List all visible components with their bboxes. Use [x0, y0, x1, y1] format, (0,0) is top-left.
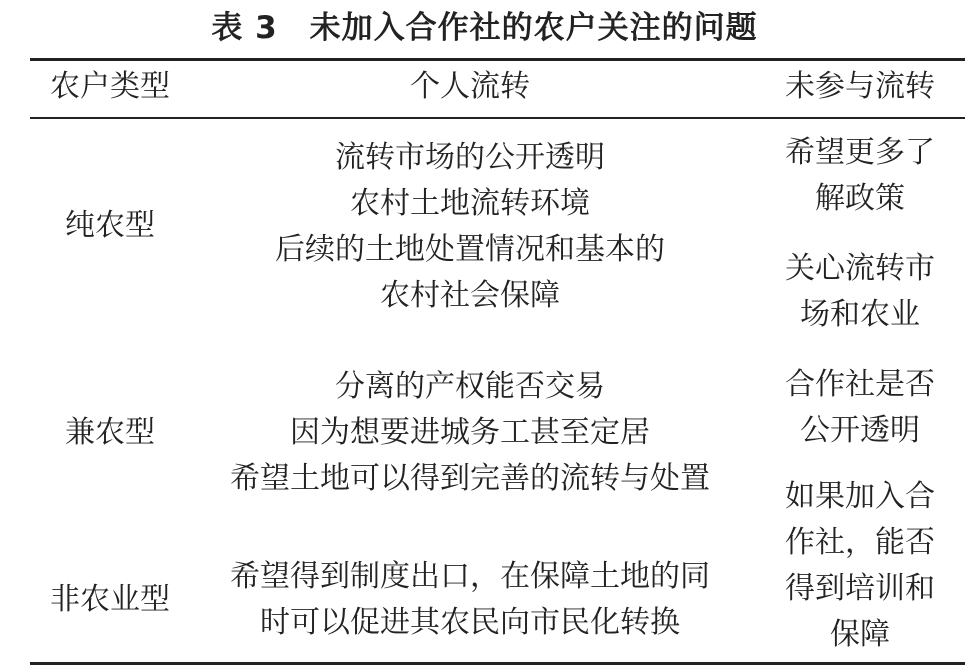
item-line: 作社，能否	[785, 525, 935, 560]
item-line: 保障	[830, 617, 890, 652]
header-rule	[30, 117, 965, 119]
individual-concerns-part-time	[190, 364, 750, 502]
item-line: 公开透明	[800, 413, 920, 448]
not-participating-item-2	[755, 246, 965, 338]
individual-concerns-pure	[190, 135, 750, 319]
header-farmer-type: 农户类型	[50, 69, 170, 104]
concern-line: 流转市场的公开透明	[335, 140, 605, 175]
concern-line: 希望土地可以得到完善的流转与处置	[230, 461, 710, 496]
header-not-participating: 未参与流转	[785, 69, 935, 104]
concern-line: 因为想要进城务工甚至定居	[290, 415, 650, 450]
concern-line: 时可以促进其农民向市民化转换	[260, 605, 680, 640]
header-individual-transfer: 个人流转	[410, 69, 530, 104]
not-participating-item-1	[755, 130, 965, 222]
concern-line: 农村土地流转环境	[350, 186, 590, 221]
item-line: 关心流转市	[785, 251, 935, 286]
table-title: 表 3 未加入合作社的农户关注的问题	[211, 10, 758, 46]
concern-line: 后续的土地处置情况和基本的	[275, 232, 665, 267]
item-line: 得到培训和	[785, 571, 935, 606]
not-participating-item-4	[755, 474, 965, 658]
concern-line: 希望得到制度出口，在保障土地的同	[230, 559, 710, 594]
farmer-type-part-time: 兼农型	[65, 415, 155, 450]
concern-line: 分离的产权能否交易	[335, 369, 605, 404]
item-line: 场和农业	[800, 297, 920, 332]
farmer-type-pure: 纯农型	[65, 208, 155, 243]
item-line: 合作社是否	[785, 367, 935, 402]
item-line: 解政策	[815, 181, 905, 216]
bottom-rule	[30, 662, 965, 665]
individual-concerns-non-agri	[190, 554, 750, 646]
top-rule	[30, 58, 965, 61]
concern-line: 农村社会保障	[380, 278, 560, 313]
item-line: 如果加入合	[785, 479, 935, 514]
farmer-type-non-agri: 非农业型	[50, 582, 170, 617]
not-participating-item-3	[755, 362, 965, 454]
item-line: 希望更多了	[785, 135, 935, 170]
